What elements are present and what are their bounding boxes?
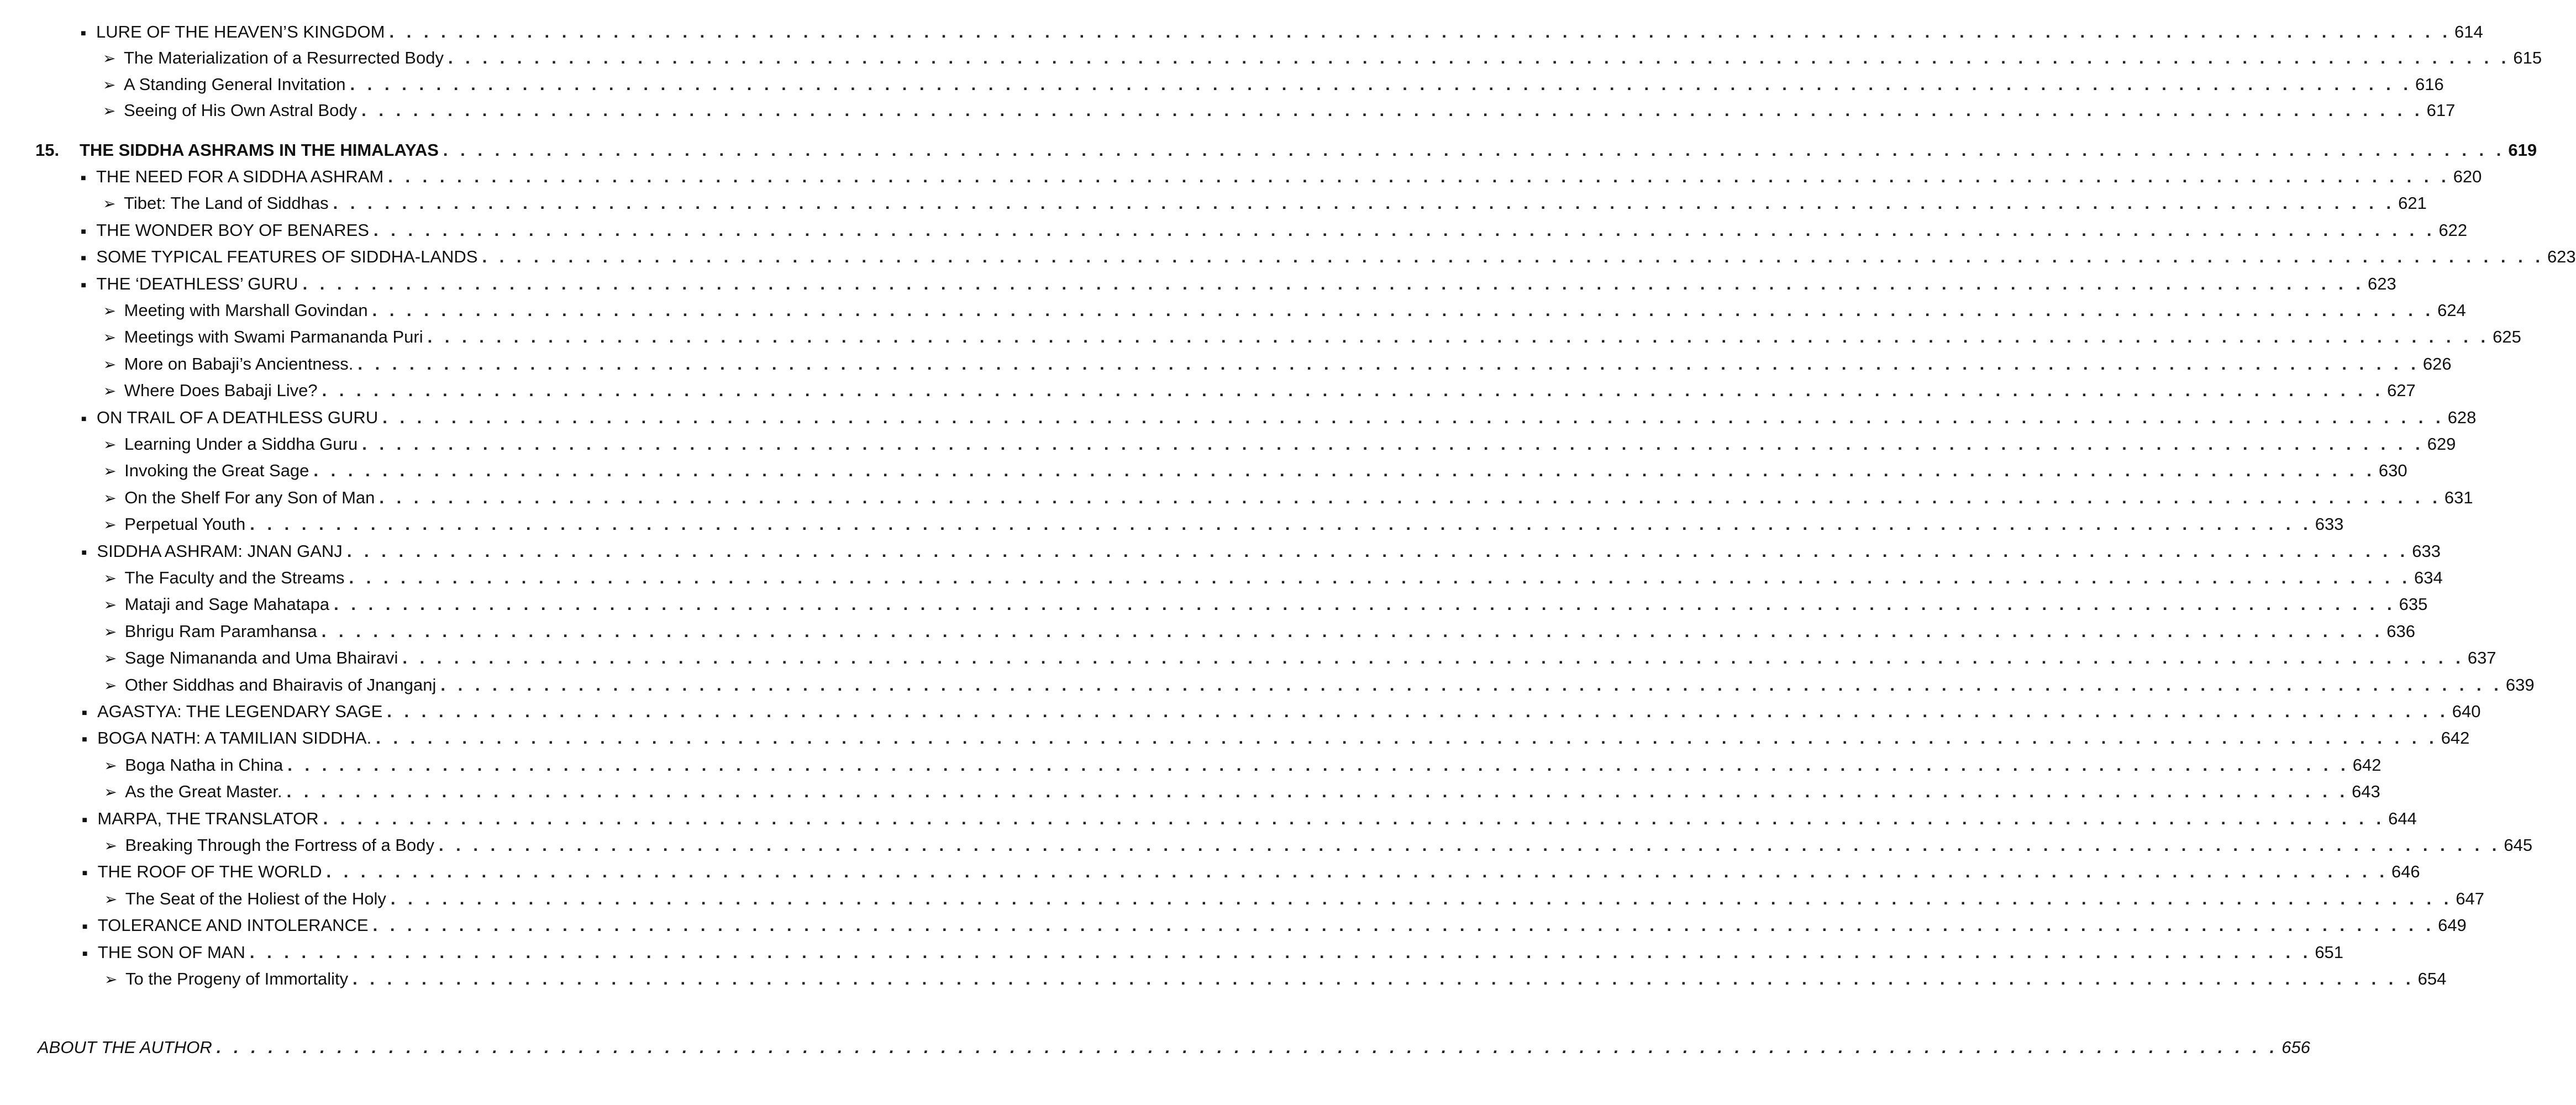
page-number: 625 [2493,327,2521,346]
entry-title: MARPA, THE TRANSLATOR [97,809,319,828]
dot-leader: . . . . . . . . . . . . . . . . . . . . . . . . . . . . . . . . . . . . . . . . . . . . . . . . . . . . . . . . . . . . . . . . . . . . . . . . . . . . . . . . . . . . . . . . . . . . . . . . . . . . . . . . . . . . . . . . . . . . . . . . [388,167,2450,186]
dot-leader: . . . . . . . . . . . . . . . . . . . . . . . . . . . . . . . . . . . . . . . . . . . . . . . . . . . . . . . . . . . . . . . . . . . . . . . . . . . . . . . . . . . . . . . . . . . . . . . . . . . . . . . . . . . . . . . . . . . . . . . . [333,193,2395,213]
page-number: 646 [2391,862,2420,881]
dot-leader: . . . . . . . . . . . . . . . . . . . . . . . . . . . . . . . . . . . . . . . . . . . . . . . . . . . . . . . . . . . . . . . . . . . . . . . . . . . . . . . . . . . . . . . . . . . . . . . . . . . . . . . . . . . . . . . . . . . . . . . . [389,22,2451,41]
toc-section-entry[interactable] [81,166,2482,188]
entry-title: As the Great Master. [125,782,282,801]
entry-title: SOME TYPICAL FEATURES OF SIDDHA-LANDS [96,247,478,266]
arrowhead-bullet-icon: ➢ [103,677,117,694]
page-number: 642 [2352,755,2382,775]
page-number: 617 [2426,101,2456,120]
page-number: 619 [2508,140,2537,160]
arrowhead-bullet-icon: ➢ [103,329,117,346]
dot-leader: . . . . . . . . . . . . . . . . . . . . . . . . . . . . . . . . . . . . . . . . . . . . . . . . . . . . . . . . . . . . . . . . . . . . . . . . . . . . . . . . . . . . . . . . . . . . . . . . . . . . . . . . . . . . . . . . . . . . . . . . [322,381,2384,400]
square-bullet-icon: ■ [82,922,88,932]
toc-subsection-entry[interactable] [103,47,2542,69]
entry-title: On the Shelf For any Son of Man [124,488,375,507]
toc-subsection-entry[interactable] [103,299,2466,322]
entry-title: THE NEED FOR A SIDDHA ASHRAM [96,167,384,186]
chapter-number: 15. [35,140,60,160]
page-number: 643 [2352,782,2380,801]
entry-title: A Standing General Invitation [124,75,346,94]
page-number: 640 [2452,702,2481,721]
entry-title: Learning Under a Siddha Guru [124,434,358,454]
toc-section-entry[interactable] [81,407,2477,429]
toc-subsection-entry[interactable] [103,192,2427,214]
toc-chapter-heading[interactable] [35,139,2537,161]
arrowhead-bullet-icon: ➢ [103,623,117,640]
square-bullet-icon: ■ [81,281,87,290]
square-bullet-icon: ■ [82,949,88,959]
dot-leader: . . . . . . . . . . . . . . . . . . . . . . . . . . . . . . . . . . . . . . . . . . . . . . . . . . . . . . . . . . . . . . . . . . . . . . . . . . . . . . . . . . . . . . . . . . . . . . . . . . . . . . . . . . . . . . . . . . . . . . . . [287,755,2349,775]
page-number: 651 [2315,943,2344,962]
entry-title: To the Progeny of Immortality [125,969,349,988]
toc-section-entry[interactable] [81,246,2576,268]
page-number: 624 [2437,301,2466,320]
entry-title: Tibet: The Land of Siddhas [124,193,329,213]
square-bullet-icon: ■ [82,735,87,744]
page-number: 628 [2447,408,2477,427]
arrowhead-bullet-icon: ➢ [103,462,117,480]
entry-title: Meeting with Marshall Govindan [124,301,368,320]
toc-subsection-entry[interactable] [103,380,2416,402]
dot-leader: . . . . . . . . . . . . . . . . . . . . . . . . . . . . . . . . . . . . . . . . . . . . . . . . . . . . . . . . . . . . . . . . . . . . . . . . . . . . . . . . . . . . . . . . . . . . . . . . . . . . . . . . . . . . . . . . . . . . . . . . [372,915,2435,935]
entry-title: AGASTYA: THE LEGENDARY SAGE [97,702,383,721]
square-bullet-icon: ■ [81,414,87,424]
page-number: 633 [2412,541,2441,561]
dot-leader: . . . . . . . . . . . . . . . . . . . . . . . . . . . . . . . . . . . . . . . . . . . . . . . . . . . . . . . . . . . . . . . . . . . . . . . . . . . . . . . . . . . . . . . . . . . . . . . . . . . . . . . . . . . . . . . . . . . . . . . . [448,48,2510,67]
page-number: 623 [2368,274,2396,293]
arrowhead-bullet-icon: ➢ [103,490,117,507]
entry-title: The Seat of the Holiest of the Holy [125,889,386,908]
page-number: 620 [2453,167,2482,186]
dot-leader: . . . . . . . . . . . . . . . . . . . . . . . . . . . . . . . . . . . . . . . . . . . . . . . . . . . . . . . . . . . . . . . . . . . . . . . . . . . . . . . . . . . . . . . . . . . . . . . . . . . . . . . . . . . . . . . . . . . . . . . . [438,835,2501,855]
toc-subsection-entry[interactable] [104,834,2533,856]
square-bullet-icon: ■ [82,708,87,718]
entry-title: THE SIDDHA ASHRAMS IN THE HIMALAYAS [80,140,439,160]
toc-subsection-entry[interactable] [103,593,2428,615]
entry-title: BOGA NATH: A TAMILIAN SIDDHA. [97,728,372,748]
arrowhead-bullet-icon: ➢ [104,837,117,854]
toc-subsection-entry[interactable] [103,460,2407,482]
toc-subsection-entry[interactable] [103,353,2452,375]
arrowhead-bullet-icon: ➢ [103,76,116,93]
dot-leader: . . . . . . . . . . . . . . . . . . . . . . . . . . . . . . . . . . . . . . . . . . . . . . . . . . . . . . . . . . . . . . . . . . . . . . . . . . . . . . . . . . . . . . . . . . . . . . . . . . . . . . . . . . . . . . . . . . . . . . . . [323,809,2385,828]
toc-subsection-entry[interactable] [103,326,2521,348]
toc-subsection-entry[interactable] [104,781,2380,803]
page-number: 626 [2422,354,2452,373]
page-number: 616 [2415,75,2444,94]
arrowhead-bullet-icon: ➢ [104,757,117,774]
dot-leader: . . . . . . . . . . . . . . . . . . . . . . . . . . . . . . . . . . . . . . . . . . . . . . . . . . . . . . . . . . . . . . . . . . . . . . . . . . . . . . . . . . . . . . . . . . . . . . . . . . . . . . . . . . . . . . . . . . . . . . . . [443,140,2505,160]
arrowhead-bullet-icon: ➢ [104,971,118,988]
dot-leader: . . . . . . . . . . . . . . . . . . . . . . . . . . . . . . . . . . . . . . . . . . . . . . . . . . . . . . . . . . . . . . . . . . . . . . . . . . . . . . . . . . . . . . . . . . . . . . . . . . . . . . . . . . . . . . . . . . . . . . . . [321,622,2384,641]
dot-leader: . . . . . . . . . . . . . . . . . . . . . . . . . . . . . . . . . . . . . . . . . . . . . . . . . . . . . . . . . . . . . . . . . . . . . . . . . . . . . . . . . . . . . . . . . . . . . . . . . . . . . . . . . . . . . . . . . . . . . . . . [349,568,2411,587]
page-number: 656 [2281,1038,2310,1057]
dot-leader: . . . . . . . . . . . . . . . . . . . . . . . . . . . . . . . . . . . . . . . . . . . . . . . . . . . . . . . . . . . . . . . . . . . . . . . . . . . . . . . . . . . . . . . . . . . . . . . . . . . . . . . . . . . . . . . . . . . . . . . . [440,675,2503,694]
page-number: 642 [2441,728,2470,748]
dot-leader: . . . . . . . . . . . . . . . . . . . . . . . . . . . . . . . . . . . . . . . . . . . . . . . . . . . . . . . . . . . . . . . . . . . . . . . . . . . . . . . . . . . . . . . . . . . . . . . . . . . . . . . . . . . . . . . . . . . . . . . . [249,943,2312,962]
dot-leader: . . . . . . . . . . . . . . . . . . . . . . . . . . . . . . . . . . . . . . . . . . . . . . . . . . . . . . . . . . . . . . . . . . . . . . . . . . . . . . . . . . . . . . . . . . . . . . . . . . . . . . . . . . . . . . . . . . . . . . . . [334,594,2396,614]
dot-leader: . . . . . . . . . . . . . . . . . . . . . . . . . . . . . . . . . . . . . . . . . . . . . . . . . . . . . . . . . . . . . . . . . . . . . . . . . . . . . . . . . . . . . . . . . . . . . . . . . . . . . . . . . . . . . . . . . . . . . . . . [372,301,2435,320]
arrowhead-bullet-icon: ➢ [103,356,117,373]
entry-title: THE WONDER BOY OF BENARES [96,220,369,240]
toc-section-entry[interactable] [82,727,2470,749]
dot-leader: . . . . . . . . . . . . . . . . . . . . . . . . . . . . . . . . . . . . . . . . . . . . . . . . . . . . . . . . . . . . . . . . . . . . . . . . . . . . . . . . . . . . . . . . . . . . . . . . . . . . . . . . . . . . . . . . . . . . . . . . [373,220,2436,240]
toc-subsection-entry[interactable] [103,487,2473,509]
dot-leader: . . . . . . . . . . . . . . . . . . . . . . . . . . . . . . . . . . . . . . . . . . . . . . . . . . . . . . . . . . . . . . . . . . . . . . . . . . . . . . . . . . . . . . . . . . . . . . . . . . . . . . . . . . . . . . . . . . . . . . . . [216,1038,2279,1057]
page-number: 631 [2444,488,2473,507]
page-number: 649 [2438,915,2467,935]
entry-title: ON TRAIL OF A DEATHLESS GURU [96,408,378,427]
entry-title: Where Does Babaji Live? [124,381,318,400]
toc-subsection-entry[interactable] [103,99,2456,122]
toc-section-entry[interactable] [82,861,2420,883]
square-bullet-icon: ■ [81,548,87,557]
entry-title: The Materialization of a Resurrected Body [124,48,444,67]
page-number: 629 [2427,434,2456,454]
dot-leader: . . . . . . . . . . . . . . . . . . . . . . . . . . . . . . . . . . . . . . . . . . . . . . . . . . . . . . . . . . . . . . . . . . . . . . . . . . . . . . . . . . . . . . . . . . . . . . . . . . . . . . . . . . . . . . . . . . . . . . . . [313,461,2375,480]
entry-title: Boga Natha in China [125,755,283,775]
dot-leader: . . . . . . . . . . . . . . . . . . . . . . . . . . . . . . . . . . . . . . . . . . . . . . . . . . . . . . . . . . . . . . . . . . . . . . . . . . . . . . . . . . . . . . . . . . . . . . . . . . . . . . . . . . . . . . . . . . . . . . . . [286,782,2349,801]
entry-title: SIDDHA ASHRAM: JNAN GANJ [97,541,343,561]
entry-title: Seeing of His Own Astral Body [124,101,358,120]
page-number: 647 [2456,889,2485,908]
dot-leader: . . . . . . . . . . . . . . . . . . . . . . . . . . . . . . . . . . . . . . . . . . . . . . . . . . . . . . . . . . . . . . . . . . . . . . . . . . . . . . . . . . . . . . . . . . . . . . . . . . . . . . . . . . . . . . . . . . . . . . . . [427,327,2490,346]
page-number: 644 [2388,809,2417,828]
square-bullet-icon: ■ [82,869,88,878]
arrowhead-bullet-icon: ➢ [103,570,117,587]
page-number: 636 [2386,622,2415,641]
arrowhead-bullet-icon: ➢ [103,516,117,533]
toc-section-entry[interactable] [82,808,2417,830]
toc-section-entry[interactable] [82,941,2344,964]
dot-leader: . . . . . . . . . . . . . . . . . . . . . . . . . . . . . . . . . . . . . . . . . . . . . . . . . . . . . . . . . . . . . . . . . . . . . . . . . . . . . . . . . . . . . . . . . . . . . . . . . . . . . . . . . . . . . . . . . . . . . . . . [482,247,2544,266]
entry-title: More on Babaji’s Ancientness. [124,354,354,373]
page-number: 621 [2398,193,2427,213]
toc-section-entry[interactable] [82,914,2467,936]
square-bullet-icon: ■ [82,815,88,825]
entry-title: The Faculty and the Streams [124,568,345,587]
arrowhead-bullet-icon: ➢ [103,436,117,453]
toc-subsection-entry[interactable] [104,888,2485,910]
toc-section-entry[interactable] [81,219,2468,241]
page-number: 639 [2505,675,2535,694]
toc-section-entry[interactable] [81,540,2441,562]
dot-leader: . . . . . . . . . . . . . . . . . . . . . . . . . . . . . . . . . . . . . . . . . . . . . . . . . . . . . . . . . . . . . . . . . . . . . . . . . . . . . . . . . . . . . . . . . . . . . . . . . . . . . . . . . . . . . . . . . . . . . . . . [358,354,2420,373]
entry-title: Sage Nimananda and Uma Bhairavi [124,648,398,667]
page-number: 633 [2315,514,2344,534]
page-number: 637 [2467,648,2496,667]
dot-leader: . . . . . . . . . . . . . . . . . . . . . . . . . . . . . . . . . . . . . . . . . . . . . . . . . . . . . . . . . . . . . . . . . . . . . . . . . . . . . . . . . . . . . . . . . . . . . . . . . . . . . . . . . . . . . . . . . . . . . . . . [353,969,2415,988]
arrowhead-bullet-icon: ➢ [103,382,117,399]
toc-section-entry[interactable] [81,273,2396,295]
page-number: 635 [2399,594,2428,614]
page-number: 615 [2513,48,2542,67]
toc-subsection-entry[interactable] [103,567,2443,589]
dot-leader: . . . . . . . . . . . . . . . . . . . . . . . . . . . . . . . . . . . . . . . . . . . . . . . . . . . . . . . . . . . . . . . . . . . . . . . . . . . . . . . . . . . . . . . . . . . . . . . . . . . . . . . . . . . . . . . . . . . . . . . . [387,702,2449,721]
dot-leader: . . . . . . . . . . . . . . . . . . . . . . . . . . . . . . . . . . . . . . . . . . . . . . . . . . . . . . . . . . . . . . . . . . . . . . . . . . . . . . . . . . . . . . . . . . . . . . . . . . . . . . . . . . . . . . . . . . . . . . . . [346,541,2409,561]
page-number: 627 [2387,381,2416,400]
dot-leader: . . . . . . . . . . . . . . . . . . . . . . . . . . . . . . . . . . . . . . . . . . . . . . . . . . . . . . . . . . . . . . . . . . . . . . . . . . . . . . . . . . . . . . . . . . . . . . . . . . . . . . . . . . . . . . . . . . . . . . . . [376,728,2438,748]
dot-leader: . . . . . . . . . . . . . . . . . . . . . . . . . . . . . . . . . . . . . . . . . . . . . . . . . . . . . . . . . . . . . . . . . . . . . . . . . . . . . . . . . . . . . . . . . . . . . . . . . . . . . . . . . . . . . . . . . . . . . . . . [250,514,2312,534]
entry-title: Meetings with Swami Parmananda Puri [124,327,423,346]
dot-leader: . . . . . . . . . . . . . . . . . . . . . . . . . . . . . . . . . . . . . . . . . . . . . . . . . . . . . . . . . . . . . . . . . . . . . . . . . . . . . . . . . . . . . . . . . . . . . . . . . . . . . . . . . . . . . . . . . . . . . . . . [379,488,2441,507]
entry-title: ABOUT THE AUTHOR [38,1038,212,1057]
arrowhead-bullet-icon: ➢ [103,102,116,119]
entry-title: THE ‘DEATHLESS’ GURU [96,274,298,293]
toc-back-matter-entry[interactable] [38,1036,2310,1059]
page-number: 645 [2504,835,2533,855]
toc-subsection-entry[interactable] [103,647,2496,669]
toc-subsection-entry[interactable] [103,513,2344,535]
arrowhead-bullet-icon: ➢ [104,891,118,908]
page-number: 614 [2454,22,2483,41]
square-bullet-icon: ■ [81,173,86,183]
arrowhead-bullet-icon: ➢ [103,50,116,67]
arrowhead-bullet-icon: ➢ [103,650,117,667]
arrowhead-bullet-icon: ➢ [103,302,116,319]
entry-title: Invoking the Great Sage [124,461,309,480]
dot-leader: . . . . . . . . . . . . . . . . . . . . . . . . . . . . . . . . . . . . . . . . . . . . . . . . . . . . . . . . . . . . . . . . . . . . . . . . . . . . . . . . . . . . . . . . . . . . . . . . . . . . . . . . . . . . . . . . . . . . . . . . [382,408,2444,427]
toc-section-entry[interactable] [81,21,2483,43]
dot-leader: . . . . . . . . . . . . . . . . . . . . . . . . . . . . . . . . . . . . . . . . . . . . . . . . . . . . . . . . . . . . . . . . . . . . . . . . . . . . . . . . . . . . . . . . . . . . . . . . . . . . . . . . . . . . . . . . . . . . . . . . [402,648,2464,667]
square-bullet-icon: ■ [81,254,86,263]
toc-subsection-entry[interactable] [103,620,2415,643]
entry-title: Bhrigu Ram Paramhansa [124,622,317,641]
dot-leader: . . . . . . . . . . . . . . . . . . . . . . . . . . . . . . . . . . . . . . . . . . . . . . . . . . . . . . . . . . . . . . . . . . . . . . . . . . . . . . . . . . . . . . . . . . . . . . . . . . . . . . . . . . . . . . . . . . . . . . . . [361,101,2423,120]
entry-title: THE SON OF MAN [97,943,245,962]
entry-title: THE ROOF OF THE WORLD [97,862,322,881]
entry-title: Mataji and Sage Mahatapa [124,594,330,614]
arrowhead-bullet-icon: ➢ [104,783,117,801]
page-number: 634 [2414,568,2443,587]
toc-subsection-entry[interactable] [103,433,2456,455]
page-number: 623 [2547,247,2576,266]
toc-subsection-entry[interactable] [104,968,2447,990]
entry-title: Other Siddhas and Bhairavis of Jnanganj [124,675,437,694]
dot-leader: . . . . . . . . . . . . . . . . . . . . . . . . . . . . . . . . . . . . . . . . . . . . . . . . . . . . . . . . . . . . . . . . . . . . . . . . . . . . . . . . . . . . . . . . . . . . . . . . . . . . . . . . . . . . . . . . . . . . . . . . [390,889,2453,908]
toc-subsection-entry[interactable] [103,674,2535,696]
entry-title: LURE OF THE HEAVEN’S KINGDOM [96,22,385,41]
toc-subsection-entry[interactable] [104,754,2382,776]
square-bullet-icon: ■ [81,227,86,236]
arrowhead-bullet-icon: ➢ [103,195,116,212]
toc-section-entry[interactable] [82,701,2481,723]
dot-leader: . . . . . . . . . . . . . . . . . . . . . . . . . . . . . . . . . . . . . . . . . . . . . . . . . . . . . . . . . . . . . . . . . . . . . . . . . . . . . . . . . . . . . . . . . . . . . . . . . . . . . . . . . . . . . . . . . . . . . . . . [326,862,2388,881]
toc-subsection-entry[interactable] [103,73,2444,96]
arrowhead-bullet-icon: ➢ [103,596,117,613]
page-number: 630 [2378,461,2407,480]
page-number: 654 [2417,969,2447,988]
square-bullet-icon: ■ [81,29,86,38]
dot-leader: . . . . . . . . . . . . . . . . . . . . . . . . . . . . . . . . . . . . . . . . . . . . . . . . . . . . . . . . . . . . . . . . . . . . . . . . . . . . . . . . . . . . . . . . . . . . . . . . . . . . . . . . . . . . . . . . . . . . . . . . [350,75,2412,94]
entry-title: TOLERANCE AND INTOLERANCE [97,915,369,935]
dot-leader: . . . . . . . . . . . . . . . . . . . . . . . . . . . . . . . . . . . . . . . . . . . . . . . . . . . . . . . . . . . . . . . . . . . . . . . . . . . . . . . . . . . . . . . . . . . . . . . . . . . . . . . . . . . . . . . . . . . . . . . . [362,434,2424,454]
page-number: 622 [2438,220,2468,240]
entry-title: Perpetual Youth [124,514,246,534]
entry-title: Breaking Through the Fortress of a Body [125,835,434,855]
dot-leader: . . . . . . . . . . . . . . . . . . . . . . . . . . . . . . . . . . . . . . . . . . . . . . . . . . . . . . . . . . . . . . . . . . . . . . . . . . . . . . . . . . . . . . . . . . . . . . . . . . . . . . . . . . . . . . . . . . . . . . . . [302,274,2365,293]
